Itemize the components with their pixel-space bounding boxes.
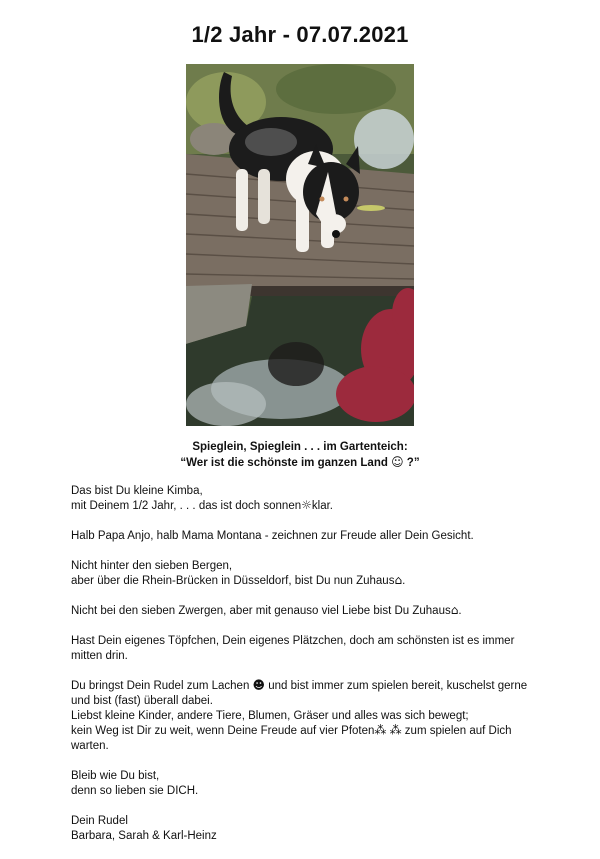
p6-line-3a: kein Weg ist Dir zu weit, wenn Deine Freude auf vier Pfoten xyxy=(71,725,375,737)
paragraph-6 xyxy=(71,679,541,754)
caption-line-2-text: “Wer ist die schönste im ganzen Land xyxy=(180,457,388,469)
paragraph-1 xyxy=(71,484,541,514)
paw-icon: ⁂ xyxy=(374,723,387,737)
poem-body xyxy=(71,484,541,859)
caption-line-1: Spieglein, Spieglein . . . im Gartenteich: xyxy=(192,441,408,453)
p6-line-1a: Du bringst Dein Rudel zum Lachen xyxy=(71,680,253,692)
signature-line-2: Barbara, Sarah & Karl-Heinz xyxy=(71,830,217,842)
p6-line-1b: und bist immer zum spielen bereit, kuschelst gerne und bist (fast) überall dabei. xyxy=(71,680,528,707)
paragraph-5: Hast Dein eigenes Töpfchen, Dein eigenes Plätzchen, doch am schönsten ist es immer mitten drin. xyxy=(71,635,515,662)
caption-line-2-end: ?” xyxy=(403,457,420,469)
dog-photo-illustration xyxy=(186,64,414,426)
p4-text: Nicht bei den sieben Zwergen, aber mit genauso viel Liebe bist Du Zuhaus xyxy=(71,605,451,617)
p3-end: . xyxy=(402,575,406,587)
p3-line-2: aber über die Rhein-Brücken in Düsseldorf, bist Du nun Zuhaus xyxy=(71,575,395,587)
page-title: 1/2 Jahr - 07.07.2021 xyxy=(191,22,409,47)
sun-icon: ☼ xyxy=(301,498,312,512)
p1-line-1: Das bist Du kleine Kimba, xyxy=(71,485,203,497)
paragraph-7 xyxy=(71,769,541,799)
p4-end: . xyxy=(458,605,462,617)
house-icon: ⌂ xyxy=(394,573,403,587)
signature xyxy=(71,814,541,844)
p7-line-2: denn so lieben sie DICH. xyxy=(71,785,199,797)
paw-icon: ⁂ xyxy=(389,723,402,737)
paragraph-2: Halb Papa Anjo, halb Mama Montana - zeichnen zur Freude aller Dein Gesicht. xyxy=(71,530,474,542)
p3-line-1: Nicht hinter den sieben Bergen, xyxy=(71,560,233,572)
p6-line-3b: zum spielen auf Dich warten. xyxy=(71,725,512,752)
house-icon: ⌂ xyxy=(450,603,459,617)
caption-line-2 xyxy=(0,455,600,471)
photo-caption xyxy=(0,439,600,471)
paragraph-4 xyxy=(71,604,541,619)
laugh-icon: ☻ xyxy=(252,678,266,692)
dog-photo xyxy=(186,64,414,426)
p7-line-1: Bleib wie Du bist, xyxy=(71,770,160,782)
p6-line-2: Liebst kleine Kinder, andere Tiere, Blumen, Gräser und alles was sich bewegt; xyxy=(71,710,469,722)
paragraph-3 xyxy=(71,559,541,589)
smile-icon: ☺ xyxy=(391,455,404,469)
p1-line-2a: mit Deinem 1/2 Jahr, . . . das ist doch sonnen xyxy=(71,500,302,512)
p1-line-2b: klar. xyxy=(311,500,333,512)
signature-line-1: Dein Rudel xyxy=(71,815,128,827)
